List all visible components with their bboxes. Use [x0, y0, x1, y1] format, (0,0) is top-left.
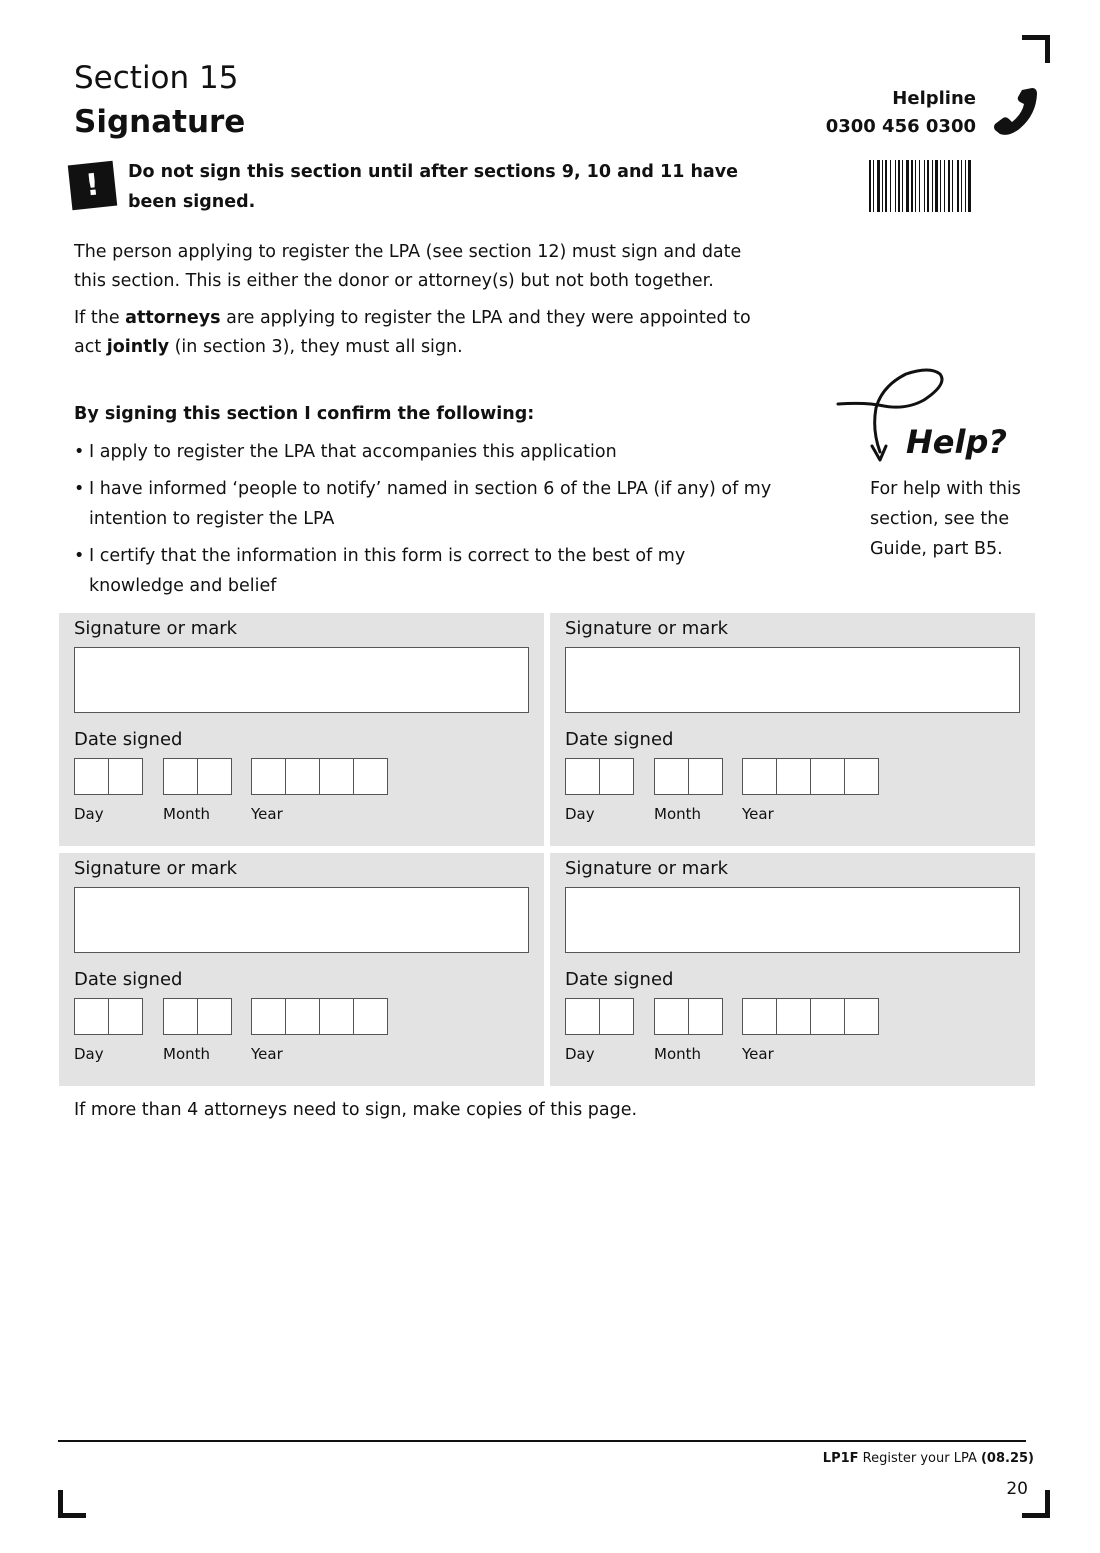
day-field[interactable]	[74, 998, 143, 1035]
corner-mark-bottom-right	[1022, 1513, 1050, 1518]
barcode-bar	[952, 160, 953, 212]
signature-field[interactable]	[565, 647, 1020, 713]
date-cell[interactable]	[777, 999, 811, 1034]
help-heading: Help?	[906, 423, 1007, 461]
barcode-bar	[919, 160, 920, 212]
section-number: Section 15	[74, 60, 239, 96]
date-cell[interactable]	[198, 999, 231, 1034]
date-cell[interactable]	[845, 999, 878, 1034]
barcode-bar	[906, 160, 909, 212]
month-label: Month	[163, 1045, 211, 1063]
date-signed-label: Date signed	[74, 729, 183, 750]
intro-paragraph: The person applying to register the LPA (see section 12) must sign and date this section. This is either the donor or attorney(s) but not both together.	[74, 242, 742, 291]
form-code: LP1F	[822, 1451, 859, 1466]
corner-mark-top-right	[1045, 35, 1050, 63]
bold-jointly: jointly	[106, 337, 170, 357]
barcode-bar	[924, 160, 925, 212]
date-cell[interactable]	[600, 759, 633, 794]
warning-text: Do not sign this section until after sections 9, 10 and 11 have been signed.	[128, 162, 739, 212]
day-label: Day	[565, 805, 595, 823]
barcode-bar	[911, 160, 913, 212]
helpline	[826, 85, 976, 141]
signature-panel	[59, 613, 544, 846]
jointly-paragraph	[74, 304, 774, 362]
date-cell[interactable]	[743, 759, 777, 794]
date-cell[interactable]	[109, 999, 142, 1034]
day-field[interactable]	[74, 758, 143, 795]
date-signed-label: Date signed	[565, 729, 674, 750]
date-cell[interactable]	[320, 759, 354, 794]
month-field[interactable]	[163, 998, 232, 1035]
barcode-bar	[895, 160, 896, 212]
list-item: • I apply to register the LPA that accompanies this application	[74, 437, 774, 467]
footnote: If more than 4 attorneys need to sign, make copies of this page.	[74, 1100, 638, 1120]
day-field[interactable]	[565, 998, 634, 1035]
text-run: are applying to register the LPA and they were appointed to act	[74, 308, 751, 357]
month-label: Month	[654, 1045, 702, 1063]
confirm-list	[74, 437, 774, 608]
barcode-bar	[965, 160, 966, 212]
signature-label: Signature or mark	[565, 858, 729, 879]
year-field[interactable]	[742, 758, 879, 795]
date-cell[interactable]	[320, 999, 354, 1034]
day-field[interactable]	[565, 758, 634, 795]
date-cell[interactable]	[252, 999, 286, 1034]
year-label: Year	[742, 805, 774, 823]
date-cell[interactable]	[689, 999, 722, 1034]
barcode-bar	[935, 160, 938, 212]
date-cell[interactable]	[354, 999, 387, 1034]
signature-field[interactable]	[565, 887, 1020, 953]
month-label: Month	[654, 805, 702, 823]
date-signed-label: Date signed	[74, 969, 183, 990]
barcode-bar	[940, 160, 941, 212]
list-item: • I certify that the information in this form is correct to the best of my knowledge and belief	[74, 541, 774, 601]
date-cell[interactable]	[811, 999, 845, 1034]
barcode-bar	[885, 160, 887, 212]
date-cell[interactable]	[75, 999, 109, 1034]
barcode-bar	[968, 160, 971, 212]
month-field[interactable]	[654, 998, 723, 1035]
date-cell[interactable]	[743, 999, 777, 1034]
help-text: For help with this section, see the Guide, part B5.	[870, 479, 1021, 559]
form-version: (08.25)	[980, 1451, 1034, 1466]
helpline-label: Helpline	[892, 88, 976, 109]
confirm-heading: By signing this section I confirm the following:	[74, 404, 535, 424]
text-run: (in section 3), they must all sign.	[169, 337, 463, 357]
form-reference	[823, 1449, 1034, 1469]
barcode-bar	[898, 160, 900, 212]
barcode-bar	[877, 160, 880, 212]
barcode-bar	[869, 160, 871, 212]
helpline-number: 0300 456 0300	[825, 116, 976, 137]
signature-panel	[550, 853, 1035, 1086]
year-field[interactable]	[251, 758, 388, 795]
year-field[interactable]	[251, 998, 388, 1035]
date-cell[interactable]	[354, 759, 387, 794]
barcode-bar	[890, 160, 891, 212]
day-label: Day	[565, 1045, 595, 1063]
page-number: 20	[1006, 1479, 1028, 1499]
list-item: • I have informed ‘people to notify’ named in section 6 of the LPA (if any) of my intention to register the LPA	[74, 474, 774, 534]
barcode-bar	[902, 160, 903, 212]
date-cell[interactable]	[75, 759, 109, 794]
month-field[interactable]	[163, 758, 232, 795]
barcode-bar	[932, 160, 933, 212]
barcode-bar	[873, 160, 874, 212]
barcode-bar	[944, 160, 945, 212]
exclamation-icon: !	[68, 161, 117, 210]
year-label: Year	[251, 1045, 283, 1063]
signature-field[interactable]	[74, 647, 529, 713]
barcode-bar	[882, 160, 883, 212]
date-cell[interactable]	[689, 759, 722, 794]
month-field[interactable]	[654, 758, 723, 795]
date-cell[interactable]	[286, 759, 320, 794]
date-cell[interactable]	[811, 759, 845, 794]
date-cell[interactable]	[566, 759, 600, 794]
signature-field[interactable]	[74, 887, 529, 953]
form-name: Register your LPA	[858, 1451, 981, 1466]
signature-label: Signature or mark	[74, 618, 238, 639]
barcode-bar	[948, 160, 950, 212]
day-label: Day	[74, 805, 104, 823]
date-cell[interactable]	[109, 759, 142, 794]
date-cell[interactable]	[252, 759, 286, 794]
date-cell[interactable]	[198, 759, 231, 794]
year-label: Year	[251, 805, 283, 823]
barcode-bar	[961, 160, 962, 212]
corner-mark-bottom-left	[58, 1513, 86, 1518]
date-signed-label: Date signed	[565, 969, 674, 990]
phone-icon	[992, 86, 1040, 138]
barcode-bar	[957, 160, 959, 212]
text-run: If the	[74, 308, 126, 328]
date-cell[interactable]	[566, 999, 600, 1034]
signature-label: Signature or mark	[565, 618, 729, 639]
barcode-bar	[915, 160, 916, 212]
date-cell[interactable]	[655, 759, 689, 794]
year-field[interactable]	[742, 998, 879, 1035]
signature-label: Signature or mark	[74, 858, 238, 879]
date-cell[interactable]	[655, 999, 689, 1034]
bold-attorneys: attorneys	[125, 308, 221, 328]
signature-panel	[59, 853, 544, 1086]
date-cell[interactable]	[777, 759, 811, 794]
date-cell[interactable]	[164, 759, 198, 794]
date-cell[interactable]	[286, 999, 320, 1034]
page-title: Signature	[74, 104, 246, 140]
day-label: Day	[74, 1045, 104, 1063]
barcode-bar	[927, 160, 929, 212]
month-label: Month	[163, 805, 211, 823]
year-label: Year	[742, 1045, 774, 1063]
signature-panel	[550, 613, 1035, 846]
date-cell[interactable]	[600, 999, 633, 1034]
footer-divider	[58, 1440, 1026, 1442]
date-cell[interactable]	[164, 999, 198, 1034]
barcode	[869, 160, 1024, 212]
date-cell[interactable]	[845, 759, 878, 794]
